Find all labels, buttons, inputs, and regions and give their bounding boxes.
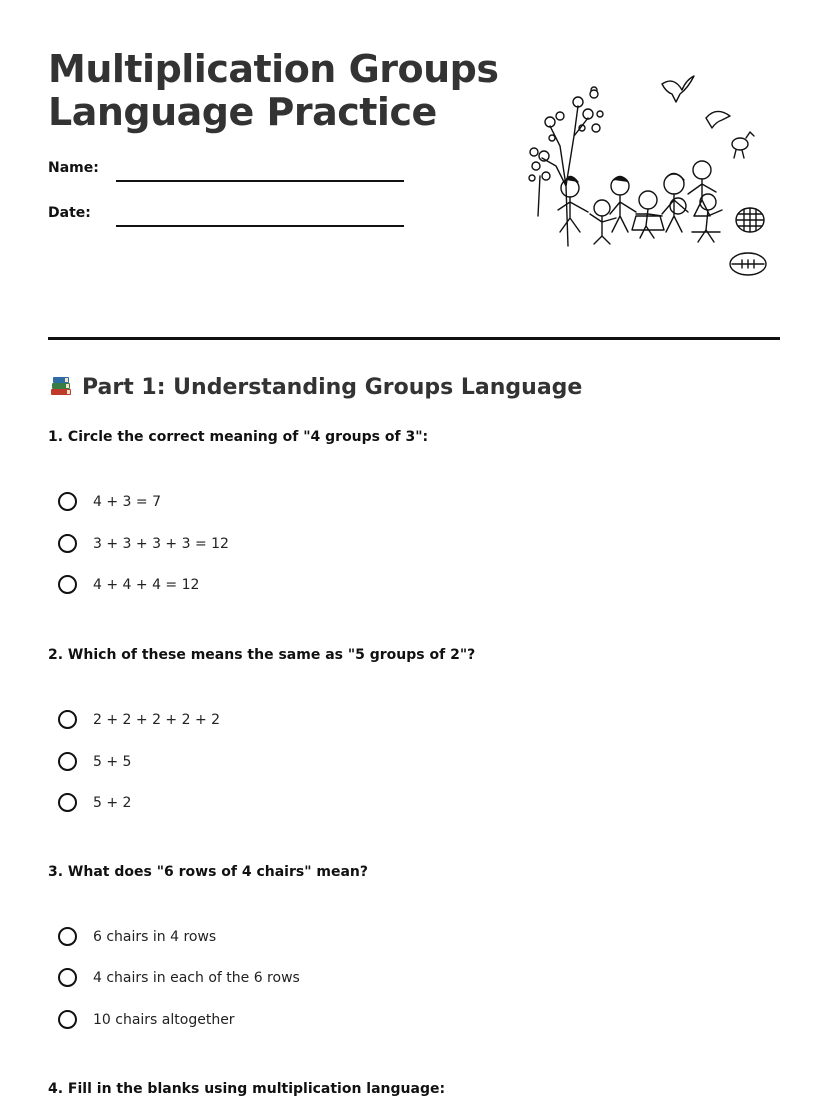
radio-circle-icon[interactable] — [58, 927, 77, 946]
option-label: 4 + 3 = 7 — [93, 493, 161, 510]
bird-icon — [662, 76, 754, 158]
option-label: 6 chairs in 4 rows — [93, 928, 217, 945]
option-label: 4 + 4 + 4 = 12 — [93, 576, 200, 593]
question-1: 1. Circle the correct meaning of "4 groups of 3": — [48, 429, 429, 445]
q3-option-1[interactable] — [58, 927, 216, 946]
radio-circle-icon[interactable] — [58, 710, 77, 729]
part-1-title: Part 1: Understanding Groups Language — [82, 374, 583, 400]
date-label: Date: — [48, 205, 91, 221]
option-label: 2 + 2 + 2 + 2 + 2 — [93, 711, 221, 728]
children-icon — [558, 161, 722, 244]
title-line-1: Multiplication Groups — [48, 47, 499, 91]
q2-option-1[interactable] — [58, 710, 220, 729]
books-icon — [48, 374, 74, 400]
date-field[interactable] — [116, 225, 404, 227]
question-3: 3. What does "6 rows of 4 chairs" mean? — [48, 864, 369, 880]
option-label: 4 chairs in each of the 6 rows — [93, 969, 300, 986]
option-label: 5 + 5 — [93, 753, 132, 770]
q1-option-3[interactable] — [58, 575, 199, 594]
part-1-heading — [48, 374, 582, 400]
option-label: 3 + 3 + 3 + 3 = 12 — [93, 535, 229, 552]
q3-option-3[interactable] — [58, 1010, 235, 1029]
radio-circle-icon[interactable] — [58, 968, 77, 987]
title-line-2: Language Practice — [48, 90, 437, 134]
q1-option-2[interactable] — [58, 534, 229, 553]
shell-icon — [736, 208, 764, 232]
question-2: 2. Which of these means the same as "5 groups of 2"? — [48, 647, 476, 663]
radio-circle-icon[interactable] — [58, 793, 77, 812]
name-field[interactable] — [116, 180, 404, 182]
q2-option-3[interactable] — [58, 793, 131, 812]
q3-option-2[interactable] — [58, 968, 300, 987]
radio-circle-icon[interactable] — [58, 534, 77, 553]
option-label: 10 chairs altogether — [93, 1011, 235, 1028]
tree-icon — [529, 87, 603, 246]
q2-option-2[interactable] — [58, 752, 131, 771]
ball-icon — [730, 253, 766, 275]
children-playing-illustration — [516, 66, 776, 286]
option-label: 5 + 2 — [93, 794, 132, 811]
radio-circle-icon[interactable] — [58, 1010, 77, 1029]
q1-option-1[interactable] — [58, 492, 161, 511]
radio-circle-icon[interactable] — [58, 492, 77, 511]
radio-circle-icon[interactable] — [58, 575, 77, 594]
worksheet-title — [48, 48, 499, 134]
name-label: Name: — [48, 160, 99, 176]
question-4: 4. Fill in the blanks using multiplication language: — [48, 1081, 446, 1097]
radio-circle-icon[interactable] — [58, 752, 77, 771]
section-divider — [48, 337, 780, 340]
